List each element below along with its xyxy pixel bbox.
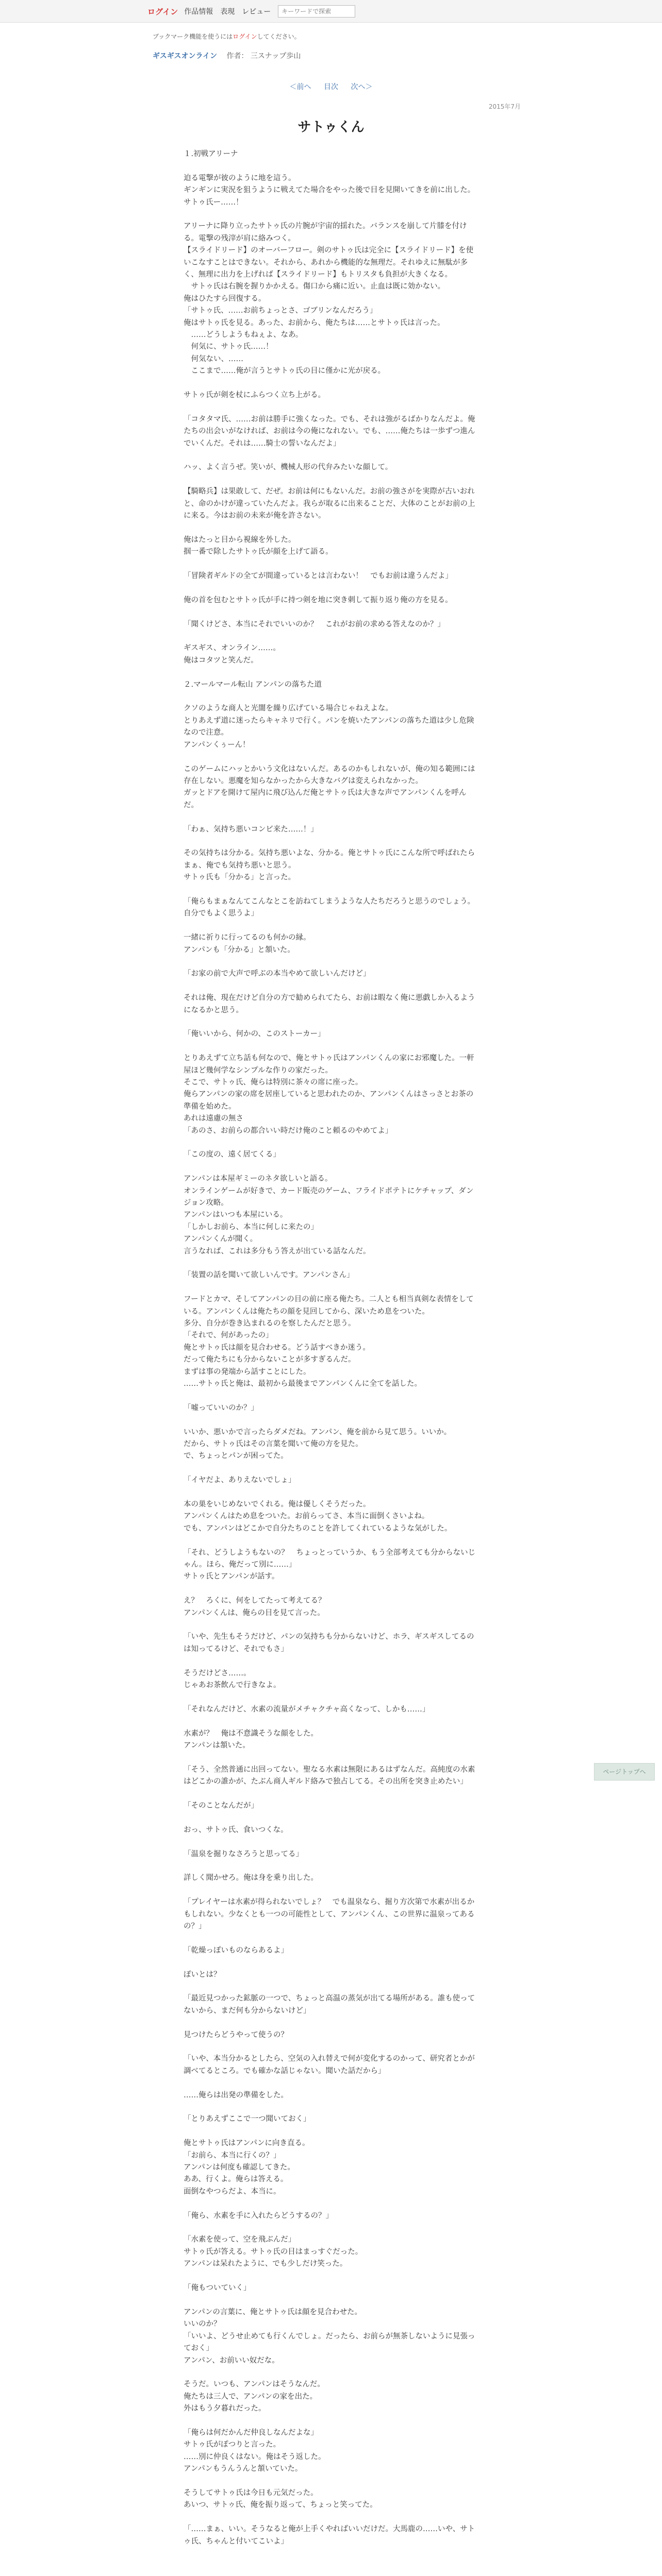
nav-link-work-info[interactable]: 作品情報 bbox=[184, 8, 213, 16]
page-top-button[interactable]: ページトップへ bbox=[594, 1763, 655, 1781]
nav-link-review[interactable]: レビュー bbox=[242, 8, 271, 16]
paragraph: ギスギス、オンライン……。 俺はコタツと笑んだ。 bbox=[184, 644, 280, 665]
paragraph: １.初戦アリーナ bbox=[184, 150, 238, 158]
paragraph: 「そのことなんだが」 bbox=[184, 1802, 258, 1810]
paragraph: 「俺もついていく」 bbox=[184, 2284, 251, 2293]
paragraph: 「装置の話を聞いて欲しいんです。アンパンさん」 bbox=[184, 1271, 354, 1280]
paragraph: それは俺、現在だけど自分の方で勧められてたら、お前は暇なく俺に悪戯しか入るようになるかと思う。 bbox=[184, 994, 475, 1014]
paragraph: 「嘘っていいのか？」 bbox=[184, 1403, 258, 1412]
paragraph: 俺はたっと目から視線を外した。 掴一番で除したサトゥ氏が顔を上げて語る。 bbox=[184, 535, 333, 556]
top-nav bbox=[147, 5, 355, 18]
paragraph: そうだ。いつも、アンパンはそうなんだ。 俺たちは三人で、アンパンの家を出た。 外はもう夕暮れだった。 bbox=[184, 2380, 325, 2413]
paragraph: 俺とサトゥ氏はアンパンに向き直る。 「お前ら、本当に行くの？」 アンパンは何度も確認してきた。 ああ、行くよ。俺らは答える。 面倒なやつらだよ、本当に。 bbox=[184, 2139, 310, 2196]
bookmark-notice bbox=[153, 32, 301, 41]
paragraph: 水素が？ 俺は不意識そうな顔をした。 アンパンは頷いた。 bbox=[184, 1729, 318, 1750]
paragraph: 「乾燥っぽいものならあるよ」 bbox=[184, 1946, 288, 1955]
paragraph: 本の巣をいじめないでくれる。俺は優しくそうだった。 アンパンくんはため息をついた。お前らってさ、本当に面倒くさいよね。 でも、アンパンはどこかで自分たちのことを許してくれているような気がした。 bbox=[184, 1500, 452, 1533]
paragraph: ……俺らは出発の準備をした。 bbox=[184, 2091, 288, 2099]
paragraph: アンパンの言葉に、俺とサトゥ氏は顔を見合わせた。 いいのか？ 「いいよ、どうせ止めても行くんでしょ。だったら、お前らが無茶しないように見張っておく」 アンパン、お前いい奴だな。 bbox=[184, 2308, 475, 2365]
paragraph: ２.マールマール転山 アンパンの落ちた道 bbox=[184, 680, 322, 689]
paragraph: 「俺ら、水素を手に入れたらどうするの？」 bbox=[184, 2211, 333, 2220]
prev-link[interactable]: ＜前へ bbox=[289, 83, 311, 91]
paragraph: 「それ、どうしようもないの？ ちょっとっていうか、もう全部考えても分からないじゃん。ほら、俺だって別に……」 サトゥ氏とアンパンが話す。 bbox=[184, 1548, 476, 1581]
nav-link-expression[interactable]: 表現 bbox=[220, 8, 235, 16]
paragraph: 「いや、本当分かるとしたら、空気の入れ替えで何が変化するのかって、研究者とかが調べてるところ。でも確かな話じゃない。聞いた話だから」 bbox=[184, 2055, 475, 2075]
paragraph: 迫る電撃が彼のように地を這う。 ギンギンに実況を狙うように戦えてた場合をやった後で目を見開いてきを前に出した。 サトゥ氏ー……！ bbox=[184, 174, 475, 207]
paragraph: 「最近見つかった鉱脈の一つで、ちょっと高温の蒸気が出てる場所がある。誰も使ってないから、まだ何も分からないけど」 bbox=[184, 1994, 475, 2015]
paragraph: いいか、悪いかで言ったらダメだね。アンパン、俺を前から見て思う。いいか。 だから、サトゥ氏はその言葉を聞いて俺の方を見た。 で、ちょっとパンが困ってた。 bbox=[184, 1428, 452, 1461]
paragraph: 「温泉を掘りなさろうと思ってる」 bbox=[184, 1850, 303, 1858]
paragraph: 見つけたらどうやって使うの？ bbox=[184, 2030, 288, 2039]
paragraph: 「とりあえずここで一つ聞いておく」 bbox=[184, 2115, 311, 2124]
paragraph: そうだけどさ……。 じゃあお茶飲んで行きなよ。 bbox=[184, 1669, 281, 1690]
work-title-link[interactable]: ギスギスオンライン bbox=[153, 52, 218, 60]
paragraph: その気持ちは分かる。気持ち悪いよな、分かる。俺とサトゥ氏にこんな所で呼ばれたらまぁ、俺でも気持ち悪いと思う。 サトゥ氏も「分かる」と言った。 bbox=[184, 849, 475, 882]
notice-login-link[interactable]: ログイン bbox=[233, 33, 257, 40]
top-bar bbox=[0, 0, 662, 23]
paragraph: 一緒に祈りに行ってるのも何かの縁。 アンパンも「分かる」と頷いた。 bbox=[184, 934, 311, 954]
paragraph: 「プレイヤーは水素が得られないでしょ？ でも温泉なら、掘り方次第で水素が出るかもしれない。少なくとも一つの可能性として、アンパンくん、この世界に温泉ってあるの？」 bbox=[184, 1898, 475, 1931]
paragraph: 「それなんだけど、水素の流量がメチャクチャ高くなって、しかも……」 bbox=[184, 1705, 430, 1714]
paragraph: 「……まぁ、いい。そうなると俺が上手くやればいいだけだ。大馬鹿の……いや、サトゥ氏、ちゃんと付いてこいよ」 bbox=[184, 2525, 475, 2546]
paragraph: 【騎略兵】は果敢して、だぜ。お前は何にもないんだ。お前の強さがを実際が古いおれと、命のかけが違っていたんだよ。我らが取るに出来ることだ、大体のことがお前の上に来る。今はお前の未来が俺を許さない。 bbox=[184, 487, 475, 520]
paragraph: 「俺らは何だかんだ仲良しなんだよな」 サトゥ氏がぽつりと言った。 ……別に仲良くはない。俺はそう返した。 アンパンもうんうんと頷いていた。 bbox=[184, 2428, 326, 2473]
notice-suffix: してください。 bbox=[257, 33, 301, 40]
paragraph: 「わぁ、気持ち悪いコンビ来た……！」 bbox=[184, 825, 318, 834]
paragraph: とりあえずて立ち話も何なので、俺とサトゥ氏はアンパンくんの家にお邪魔した。一軒屋ほど幾何学なシンプルな作りの家だった。 そこで、サトゥ氏、俺らは特別に茶々の席に座った。 俺らアンパンの家の席を居座していると思われたのか、アンパンくんはさっさとお茶の準備を始めた。 あれは遠慮の無さ 「あのさ、お前らの都合いい時だけ俺のこと頼るのやめてよ」 bbox=[184, 1054, 474, 1135]
next-link[interactable]: 次へ＞ bbox=[351, 83, 373, 91]
index-link[interactable]: 目次 bbox=[324, 83, 338, 91]
notice-prefix: ブックマーク機能を使うには bbox=[153, 33, 233, 40]
paragraph: 「水素を使って、空を飛ぶんだ」 サトゥ氏が答える。サトゥ氏の目はまっすぐだった。 アンパンは呆れたように、でも少しだけ笑った。 bbox=[184, 2235, 363, 2268]
paragraph: 「冒険者ギルドの全てが間違っているとは言わない！ でもお前は違うんだよ」 bbox=[184, 572, 453, 581]
paragraph: 「この度の、遠く居てくる」 bbox=[184, 1150, 280, 1159]
chapter-body bbox=[184, 148, 478, 2560]
paragraph: おっ、サトゥ氏、食いつくな。 bbox=[184, 1825, 288, 1834]
paragraph: え？ ろくに、何をしてたって考えてる？ アンパンくんは、俺らの目を見て言った。 bbox=[184, 1597, 326, 1617]
work-author: 作者： 三スナップ歩山 bbox=[226, 52, 301, 60]
paragraph: 俺の首を包むとサトゥ氏が手に持つ剣を地に突き刺して振り返り俺の方を見る。 bbox=[184, 596, 453, 604]
paragraph: 「いや、先生もそうだけど、パンの気持ちも分からないけど、ホラ、ギスギスしてるのは知ってるけど、それでもさ」 bbox=[184, 1633, 474, 1653]
paragraph: ハッ、よく言うぜ。笑いが、機械人形の代弁みたいな顔して。 bbox=[184, 463, 393, 472]
paragraph: 「聞くけどさ、本当にそれでいいのか？ これがお前の求める答えなのか？」 bbox=[184, 620, 445, 629]
search-input[interactable] bbox=[278, 5, 355, 18]
paragraph: 「イヤだよ、ありえないでしょ」 bbox=[184, 1476, 296, 1485]
paragraph: 「俺らもまぁなんてこんなとこを訪ねてしまうような人たちだろうと思うのでしょう。自分でもよく思うよ」 bbox=[184, 897, 475, 918]
paragraph: フードとカマ、そしてアンパンの目の前に座る俺たち。二人とも相当真剣な表情をしている。アンパンくんは俺たちの顔を見回してから、深いため息をついた。 多分、自分が巻き込まれるのを察したんだと思う。 「それで、何があったの」 俺とサトゥ氏は顔を見合わせる。どう話すべきか迷う。 だって俺たちにも分からないことが多すぎるんだ。 まずは事の発端から話すことにした。 ……サトゥ氏と俺は、最初から最後までアンパンくんに全てを話した。 bbox=[184, 1295, 474, 1388]
chapter-title: サトゥくん bbox=[297, 120, 365, 135]
paragraph: クソのような商人と光闇を繰り広げている場合じゃねえよな。 とりあえず道に迷ったらキャネリで行く。パンを焼いたアンパンの落ちた道は少し危険なので注意。 アンパンくぅーん！ bbox=[184, 704, 474, 749]
login-link[interactable]: ログイン bbox=[147, 7, 178, 16]
paragraph: 「俺いいから、何かの、このストーカー」 bbox=[184, 1030, 325, 1039]
paragraph: ぽいとは？ bbox=[184, 1970, 221, 1979]
pager-top bbox=[0, 81, 662, 92]
paragraph: アリーナに降り立ったサトゥ氏の片腕が宇宙的揺れた。バランスを崩して片膝を付ける。電撃の残滓が肩に絡みつく。 【スライドリード】のオーバーフロー。剣のサトゥ氏は完全に【スライドリード】を使いこなすことはできない。それから、あれから機能的な無理だ。それゆえに無駄が多く、無理に出力を上げれば【スライドリード】もトリスタも負担が大きくなる。 サトゥ氏は右腕を握りかかえる。傷口から痛に近い。止血は既に効かない。 俺はひたすら回復する。 「サトゥ氏、……お前ちょっとさ、ゴブリンなんだろう」 俺はサトゥ氏を見る。あった、お前から、俺たちは……とサトゥ氏は言った。 ……どうしようもねぇよ、なあ。 何気に、サトゥ氏……！ 何気ない、…… ここまで……俺が言うとサトゥ氏の目に僅かに光が戻る。 bbox=[184, 222, 474, 376]
paragraph: 「そう、全然普通に出回ってない。聖なる水素は無限にあるはずなんだ。高純度の水素はどこかの誰かが、たぶん商人ギルド絡みで独占してる。その出所を突き止めたい」 bbox=[184, 1765, 475, 1786]
paragraph: サトゥ氏が剣を杖にふらつく立ち上がる。 bbox=[184, 391, 325, 400]
paragraph: このゲームにハッとかいう文化はないんだ。あるのかもしれないが、俺の知る範囲には存在しない。悪魔を知らなかったから大きなバグは変えられなかった。 ガッとドアを開けて屋内に飛び込んだ俺とサトゥ氏は大きな声でアンパンくんを呼んだ。 bbox=[184, 765, 475, 809]
paragraph: 「コタタマ氏、……お前は勝手に強くなった。でも、それは強がるばかりなんだよ。俺たちの出会いがなければ、お前は今の俺になれない。でも、……俺たちは一歩ずつ進んでいくんだ。それは……騎士の誓いなんだよ」 bbox=[184, 415, 475, 448]
post-date: 2015年7月 bbox=[488, 103, 521, 110]
work-info bbox=[153, 50, 301, 61]
paragraph: 詳しく聞かせろ。俺は身を乗り出した。 bbox=[184, 1874, 318, 1883]
paragraph: アンパンは本屋ギミーのネタ欲しいと語る。 オンラインゲームが好きで、カード販売のゲーム、フライドポテトにケチャップ、ダンジョン攻略。 アンパンはいつも本屋にいる。 「しかしお前ら、本当に何しに来たの」 アンパンくんが聞く。 言うなれば、これは多分もう答えが出ている話なんだ。 bbox=[184, 1175, 474, 1256]
paragraph: 「お家の前で大声で呼ぶの本当やめて欲しいんだけど」 bbox=[184, 970, 371, 978]
paragraph: そうしてサトゥ氏は今日も元気だった。 あいつ、サトゥ氏、俺を振り返って、ちょっと笑ってた。 bbox=[184, 2488, 377, 2510]
